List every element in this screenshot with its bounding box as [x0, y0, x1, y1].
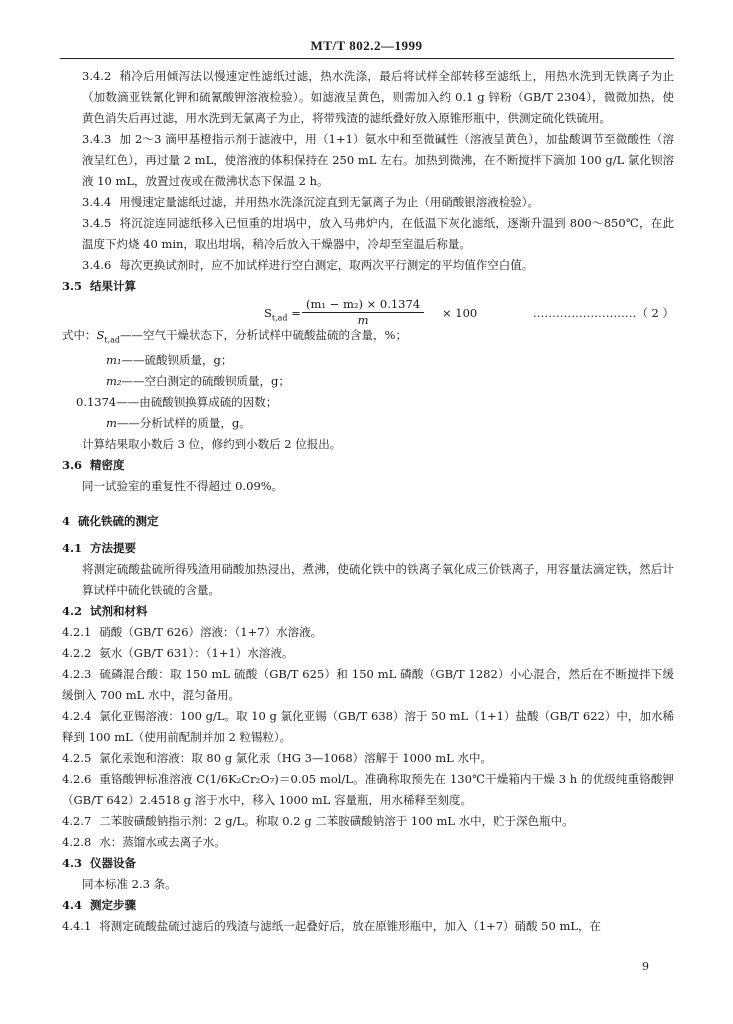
item-text: 重铬酸钾标准溶液 C(1/6K₂Cr₂O₇)＝0.05 mol/L。准确称取预先在 130℃干燥箱内干燥 3 h 的优级纯重铬酸钾（GB/T 642）2.4518 g 溶于水中，移入 1000 mL 容量瓶，用水稀释至刻度。: [62, 772, 674, 808]
section-number: 4.2: [62, 604, 83, 619]
section-number: 3.6: [62, 458, 83, 473]
section-4-4-heading: [62, 895, 674, 916]
item-4-2-8: [62, 832, 674, 853]
def-symbol: m₁: [106, 353, 122, 368]
formula-2: [62, 297, 674, 325]
formula-numerator: (m₁ − m₂) × 0.1374: [302, 297, 424, 313]
clause-3-4-4: [62, 192, 674, 213]
clause-3-4-5: [62, 213, 674, 255]
item-text: 水：蒸馏水或去离子水。: [99, 835, 226, 850]
section-3-6-text: 同一试验室的重复性不得超过 0.09%。: [82, 479, 284, 494]
section-4-1-heading: [62, 538, 674, 559]
def-factor: [62, 392, 674, 413]
clause-text: 每次更换试剂时，应不加试样进行空白测定，取两次平行测定的平均值作空白值。: [119, 258, 534, 272]
section-title: 结果计算: [90, 279, 137, 293]
section-title: 试剂和材料: [90, 604, 148, 619]
formula-symbol: S: [264, 306, 272, 320]
clause-text: 稍冷后用倾泻法以慢速定性滤纸过滤，热水洗涤，最后将试样全部转移至滤纸上，用热水洗到无铁离子为止（加数滴亚铁氰化钾和硫氰酸钾溶液检验）。如滤液呈黄色，则需加入约 0.1 g 锌粉（GB/T 2304），微微加热，使黄色消失后再过滤，用水洗到无氯离子为止，将带残渣的滤纸叠好放入原锥形瓶中，供测定硫化铁硫用。: [82, 69, 674, 125]
item-text: 氯化亚锡溶液：100 g/L。取 10 g 氯化亚锡（GB/T 638）溶于 50 mL（1+1）盐酸（GB/T 622）中，加水稀释到 100 mL（使用前配制并加 2 粒锡粒）。: [62, 709, 674, 745]
formula-lhs: [264, 303, 301, 328]
def-subscript: t,ad: [104, 335, 121, 345]
def-description: ——硫酸钡质量，g；: [121, 353, 233, 368]
section-number: 4: [62, 514, 71, 529]
clause-text: 用慢速定量滤纸过滤，并用热水洗涤沉淀直到无氯离子为止（用硝酸银溶液检验）。: [119, 195, 540, 209]
formula-fraction: [302, 297, 424, 328]
running-header: MT/T 802.2—1999: [310, 38, 423, 53]
formula-subscript: t,ad: [271, 313, 288, 323]
def-m: [62, 413, 674, 434]
section-number: 4.3: [62, 856, 83, 871]
clause-3-4-3: [62, 129, 674, 192]
clause-number: 3.4.3: [82, 132, 112, 146]
item-number: 4.2.6: [62, 772, 92, 787]
def-symbol: m₂: [106, 374, 122, 389]
item-4-2-6: [62, 769, 674, 811]
def-m1: [62, 350, 674, 371]
item-number: 4.2.3: [62, 667, 92, 682]
section-4-2-heading: [62, 601, 674, 622]
def-symbol: S: [96, 328, 105, 342]
def-description: ——空气干燥状态下，分析试样中硫酸盐硫的含量，%；: [120, 328, 407, 342]
section-title: 仪器设备: [90, 856, 137, 871]
section-number: 4.4: [62, 898, 83, 913]
clause-number: 3.4.6: [82, 258, 112, 272]
clause-3-4-2: [62, 66, 674, 129]
header-rule: [60, 58, 674, 59]
formula-equals: =: [287, 306, 301, 320]
clause-4-4-1: [62, 916, 674, 937]
section-number: 4.1: [62, 541, 83, 556]
calc-note: 计算结果取小数后 3 位，修约到小数后 2 位报出。: [82, 437, 342, 452]
def-m2: [62, 371, 674, 392]
item-4-2-7: [62, 811, 674, 832]
section-title: 硫化铁硫的测定: [78, 514, 159, 529]
defs-intro: 式中：: [62, 328, 97, 342]
clause-text: 将沉淀连同滤纸移入已恒重的坩埚中，放入马弗炉内，在低温下灰化滤纸，逐渐升温到 800～850℃，在此温度下灼烧 40 min，取出坩埚，稍冷后放入干燥器中，冷却至室温后称量。: [82, 216, 674, 251]
item-number: 4.2.4: [62, 709, 92, 724]
item-text: 二苯胺磺酸钠指示剂：2 g/L。称取 0.2 g 二苯胺磺酸钠溶于 100 mL 水中，贮于深色瓶中。: [99, 814, 574, 829]
formula-denominator: m: [357, 313, 369, 327]
section-4-1-text: 将测定硫酸盐硫所得残渣用硝酸加热浸出，煮沸，使硫化铁中的铁离子氧化成三价铁离子，用容量法滴定铁，然后计算试样中硫化铁硫的含量。: [82, 562, 674, 598]
clause-number: 3.4.4: [82, 195, 112, 209]
item-4-2-5: [62, 748, 674, 769]
clause-number: 3.4.2: [82, 69, 112, 83]
item-text: 硝酸（GB/T 626）溶液：（1+7）水溶液。: [99, 625, 323, 640]
def-description: ——空白测定的硫酸钡质量，g；: [121, 374, 290, 389]
section-number: 3.5: [62, 279, 83, 293]
item-number: 4.2.5: [62, 751, 92, 766]
item-text: 硫磷混合酸：取 150 mL 硫酸（GB/T 625）和 150 mL 磷酸（GB/T 1282）小心混合，然后在不断搅拌下缓缓倒入 700 mL 水中，混匀备用。: [62, 667, 674, 703]
item-4-2-1: [62, 622, 674, 643]
item-text: 氯化汞饱和溶液：取 80 g 氯化汞（HG 3—1068）溶解于 1000 mL 水中。: [99, 751, 492, 766]
def-description: ——由硫酸钡换算成硫的因数；: [116, 395, 278, 410]
def-s: [62, 325, 674, 350]
section-4-3-text: 同本标准 2.3 条。: [82, 877, 177, 892]
item-4-2-3: [62, 664, 674, 706]
formula-multiplier: × 100: [442, 306, 478, 320]
section-title: 测定步骤: [90, 898, 137, 913]
page-number: 9: [642, 960, 649, 973]
def-symbol: m: [106, 416, 117, 431]
item-number: 4.2.8: [62, 835, 92, 850]
def-description: ——分析试样的质量，g。: [116, 416, 251, 431]
document-body: [62, 66, 674, 937]
clause-3-4-6: [62, 255, 674, 276]
clause-number: 3.4.5: [82, 216, 112, 230]
item-number: 4.2.7: [62, 814, 92, 829]
item-number: 4.2.1: [62, 625, 92, 640]
formula-number: ………………………（ 2 ）: [532, 306, 674, 320]
clause-text: 将测定硫酸盐硫过滤后的残渣与滤纸一起叠好后，放在原锥形瓶中，加入（1+7）硝酸 50 mL，在: [99, 919, 602, 934]
clause-number: 4.4.1: [62, 919, 92, 934]
section-title: 方法提要: [90, 541, 137, 556]
item-4-2-4: [62, 706, 674, 748]
item-number: 4.2.2: [62, 646, 92, 661]
section-4-3-heading: [62, 853, 674, 874]
clause-text: 加 2～3 滴甲基橙指示剂于滤液中，用（1+1）氨水中和至微碱性（溶液呈黄色），加盐酸调节至微酸性（溶液呈红色），再过量 2 mL，使溶液的体积保持在 250 mL 左右。加热到微沸，在不断搅拌下滴加 100 g/L 氯化钡溶液 10 mL，放置过夜或在微沸状态下保温 2 h。: [82, 132, 674, 188]
item-4-2-2: [62, 643, 674, 664]
section-3-6-heading: [62, 455, 674, 476]
item-text: 氨水（GB/T 631）：（1+1）水溶液。: [99, 646, 294, 661]
section-3-5-heading: [62, 276, 674, 297]
def-symbol: 0.1374: [76, 395, 117, 410]
section-4-heading: [62, 511, 674, 532]
section-title: 精密度: [90, 458, 125, 473]
